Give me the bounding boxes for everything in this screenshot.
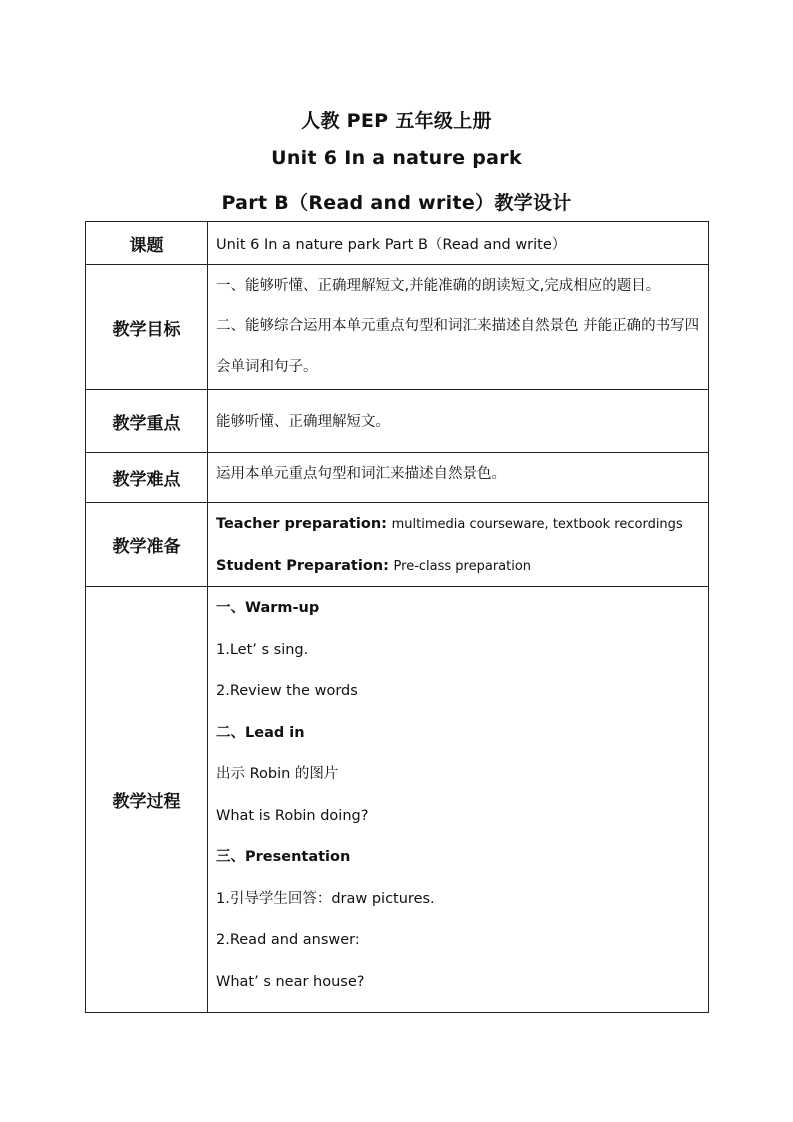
preparation-label: 教学准备 <box>86 503 208 587</box>
table-row-topic <box>86 222 709 265</box>
process-line: 1.引导学生回答：draw pictures. <box>216 890 435 907</box>
table-row-difficulties <box>86 453 709 503</box>
difficulties-label: 教学难点 <box>86 453 208 503</box>
preparation-value <box>208 503 709 587</box>
key-points-value <box>208 390 709 453</box>
objectives-label: 教学目标 <box>86 265 208 390</box>
table-row-objectives <box>86 265 709 390</box>
process-line: 2.Read and answer: <box>216 932 360 948</box>
process-value <box>208 587 709 1013</box>
process-lines <box>216 597 704 993</box>
table-row-preparation <box>86 503 709 587</box>
process-line: 出示 Robin 的图片 <box>216 766 339 782</box>
student-preparation <box>216 555 704 578</box>
topic-value <box>208 222 709 265</box>
doc-subtitle-unit: Unit 6 In a nature park <box>271 147 522 169</box>
table-row-process <box>86 587 709 1013</box>
key-points-label: 教学重点 <box>86 390 208 453</box>
process-line: What is Robin doing? <box>216 807 369 824</box>
process-section-heading: 三、Presentation <box>216 849 351 865</box>
lesson-plan-table <box>85 221 709 1013</box>
difficulties-text: 运用本单元重点句型和词汇来描述自然景色。 <box>216 466 506 482</box>
process-line: 1.Let’ s sing. <box>216 641 309 658</box>
table-row-key-points <box>86 390 709 453</box>
teacher-preparation-text: multimedia courseware, textbook recordings <box>391 517 683 532</box>
objective-item: 一、能够听懂、正确理解短文,并能准确的朗读短文,完成相应的题目。 <box>216 278 661 294</box>
process-section-heading: 一、Warm-up <box>216 600 320 616</box>
topic-text: Unit 6 In a nature park Part B（Read and write） <box>216 236 567 253</box>
difficulties-value <box>208 453 709 503</box>
key-points-text: 能够听懂、正确理解短文。 <box>216 414 390 430</box>
teacher-preparation-label: Teacher preparation: <box>216 516 387 532</box>
process-line: What’ s near house? <box>216 973 365 990</box>
doc-title: 人教 PEP 五年级上册 <box>301 110 492 132</box>
student-preparation-label: Student Preparation: <box>216 558 389 574</box>
objective-item: 二、能够综合运用本单元重点句型和词汇来描述自然景色 并能正确的书写四会单词和句子。 <box>216 318 700 375</box>
process-section-heading: 二、Lead in <box>216 724 305 741</box>
teacher-preparation <box>216 513 704 536</box>
process-line: 2.Review the words <box>216 683 358 699</box>
process-label: 教学过程 <box>86 587 208 1013</box>
topic-label: 课题 <box>86 222 208 265</box>
student-preparation-text: Pre-class preparation <box>393 559 532 574</box>
doc-subtitle-part: Part B（Read and write）教学设计 <box>221 192 572 214</box>
objectives-value <box>208 265 709 390</box>
